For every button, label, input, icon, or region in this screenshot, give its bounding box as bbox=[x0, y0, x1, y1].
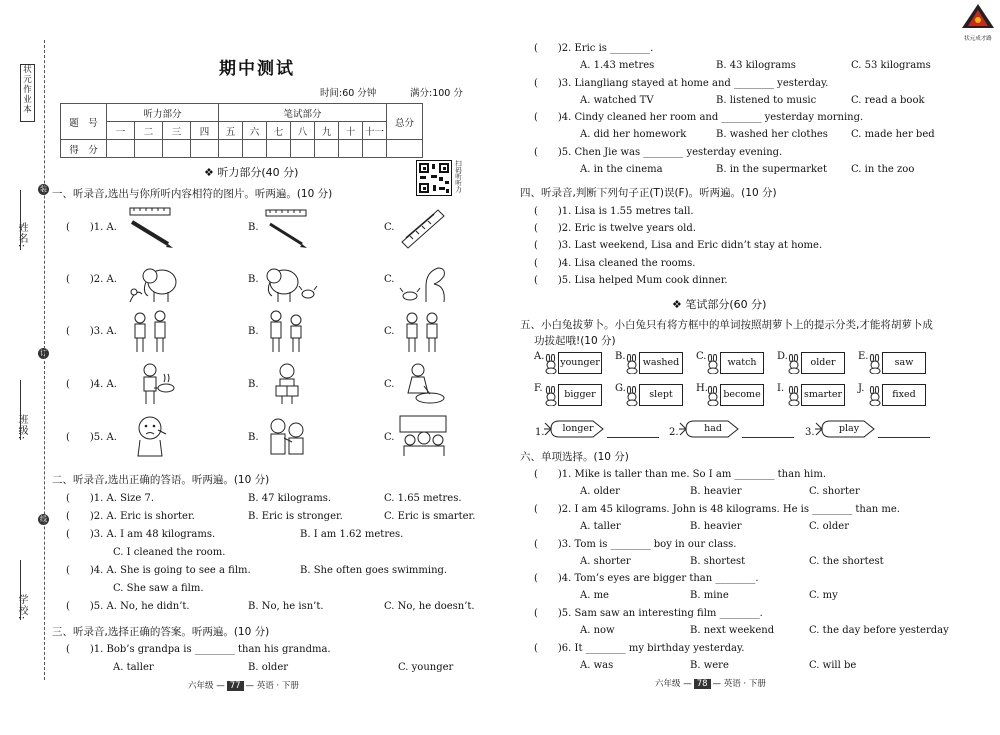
tf-question[interactable]: ( )1. Lisa is 1.55 metres tall. bbox=[534, 206, 694, 217]
boy-reading-image[interactable] bbox=[262, 362, 312, 406]
word-letter: G. bbox=[615, 383, 626, 394]
page-footer-left: 六年级 — 77 — 英语 · 下册 bbox=[188, 681, 299, 691]
pencil-ruler-image[interactable] bbox=[126, 206, 176, 250]
word-box[interactable]: fixed bbox=[882, 384, 926, 406]
word-box[interactable]: become bbox=[720, 384, 764, 406]
written-heading: ❖ 笔试部分(60 分) bbox=[672, 298, 767, 311]
binding-mark: 线 bbox=[40, 515, 47, 523]
rabbit-icon bbox=[625, 386, 639, 406]
brand-box: 状 元 作 业 本 bbox=[20, 64, 35, 122]
score-table: 题 号 听力部分 笔试部分 总分 一 二 三 四 五 六 七 八 九 十 十一 得 分 bbox=[60, 103, 423, 158]
publisher-logo: 状元成才路 bbox=[960, 2, 996, 40]
rabbit-icon bbox=[787, 354, 801, 374]
name-field[interactable] bbox=[20, 190, 21, 250]
section-3-title: 三、听录音,选择正确的答案。听两遍。(10 分) bbox=[52, 626, 270, 638]
section-5-title: 五、小白兔拔萝卜。小白兔只有将方框中的单词按照胡萝卜上的提示分类,才能将胡萝卜成 bbox=[520, 319, 933, 331]
section-1-title: 一、听录音,选出与你所听内容相符的图片。听两遍。(10 分) bbox=[52, 188, 333, 200]
rabbit-icon bbox=[625, 354, 639, 374]
score-cell[interactable] bbox=[291, 140, 315, 158]
word-letter: D. bbox=[777, 351, 788, 362]
ruler-image[interactable] bbox=[398, 206, 448, 250]
page-number: 77 bbox=[227, 681, 244, 691]
two-children-image[interactable] bbox=[398, 310, 448, 354]
word-letter: I. bbox=[777, 383, 785, 394]
page-footer-right: 六年级 — 78 — 英语 · 下册 bbox=[655, 679, 766, 689]
sick-boy-image[interactable] bbox=[128, 414, 178, 458]
word-box[interactable]: slept bbox=[639, 384, 683, 406]
name-label: 姓名: bbox=[16, 222, 27, 249]
tf-question[interactable]: ( )4. Lisa cleaned the rooms. bbox=[534, 258, 696, 269]
word-box[interactable]: younger bbox=[558, 352, 602, 374]
score-cell[interactable] bbox=[191, 140, 219, 158]
class-label: 班级: bbox=[16, 414, 27, 441]
ruler-pencil-image[interactable] bbox=[262, 208, 312, 252]
answer-blank[interactable] bbox=[878, 437, 930, 438]
section-2-title: 二、听录音,选出正确的答语。听两遍。(10 分) bbox=[52, 474, 270, 486]
score-cell[interactable] bbox=[363, 140, 387, 158]
rabbit-icon bbox=[787, 386, 801, 406]
score-cell[interactable] bbox=[339, 140, 363, 158]
section-4-title: 四、听录音,判断下列句子正(T)误(F)。听两遍。(10 分) bbox=[520, 187, 777, 199]
word-letter: C. bbox=[696, 351, 707, 362]
score-cell[interactable] bbox=[107, 140, 135, 158]
answer-blank[interactable] bbox=[742, 437, 794, 438]
word-box[interactable]: bigger bbox=[558, 384, 602, 406]
elephant-dinosaur-image[interactable] bbox=[128, 262, 184, 306]
word-letter: J. bbox=[858, 383, 865, 394]
class-field[interactable] bbox=[20, 380, 21, 440]
section-5-title-cont: 功拔起哦!(10 分) bbox=[534, 335, 616, 347]
score-cell[interactable] bbox=[315, 140, 339, 158]
two-children-image[interactable] bbox=[126, 310, 176, 354]
word-box[interactable]: smarter bbox=[801, 384, 845, 406]
exam-time: 时间:60 分钟 bbox=[320, 88, 377, 99]
rabbit-icon bbox=[868, 386, 882, 406]
score-cell[interactable] bbox=[135, 140, 163, 158]
elephant-crab-image[interactable] bbox=[262, 262, 318, 306]
word-letter: A. bbox=[534, 351, 545, 362]
binding-mark: 订 bbox=[40, 349, 47, 357]
cut-line bbox=[44, 40, 45, 680]
page-title: 期中测试 bbox=[219, 59, 295, 79]
word-box[interactable]: watch bbox=[720, 352, 764, 374]
answer-blank[interactable] bbox=[607, 437, 659, 438]
section-6-title: 六、单项选择。(10 分) bbox=[520, 451, 629, 463]
score-cell[interactable] bbox=[163, 140, 191, 158]
two-children-image[interactable] bbox=[262, 310, 312, 354]
score-cell[interactable] bbox=[387, 140, 423, 158]
doctor-patient-image[interactable] bbox=[262, 414, 312, 458]
school-field[interactable] bbox=[20, 560, 21, 620]
girl-cooking-image[interactable] bbox=[128, 362, 178, 406]
qr-code[interactable] bbox=[416, 160, 452, 196]
word-box[interactable]: older bbox=[801, 352, 845, 374]
qr-caption: 扫码听听力 bbox=[454, 160, 462, 193]
rabbit-icon bbox=[544, 386, 558, 406]
score-cell[interactable] bbox=[219, 140, 243, 158]
tf-question[interactable]: ( )5. Lisa helped Mum cook dinner. bbox=[534, 275, 728, 286]
family-cinema-image[interactable] bbox=[398, 414, 448, 458]
listening-heading: ❖ 听力部分(40 分) bbox=[204, 166, 299, 179]
binding-mark: 装 bbox=[40, 185, 47, 193]
rabbit-icon bbox=[544, 354, 558, 374]
rabbit-icon bbox=[706, 354, 720, 374]
school-label: 学校: bbox=[16, 594, 27, 621]
dinosaur-crab-image[interactable] bbox=[398, 262, 454, 306]
score-cell[interactable] bbox=[267, 140, 291, 158]
page-number: 78 bbox=[694, 679, 711, 689]
tf-question[interactable]: ( )2. Eric is twelve years old. bbox=[534, 223, 696, 234]
logo-icon bbox=[960, 2, 996, 30]
tf-question[interactable]: ( )3. Last weekend, Lisa and Eric didn’t stay at home. bbox=[534, 240, 823, 251]
score-cell[interactable] bbox=[243, 140, 267, 158]
rabbit-icon bbox=[868, 354, 882, 374]
word-letter: B. bbox=[615, 351, 626, 362]
binding-spine bbox=[0, 0, 48, 735]
girl-washing-image[interactable] bbox=[398, 362, 448, 406]
word-letter: H. bbox=[696, 383, 708, 394]
word-letter: E. bbox=[858, 351, 869, 362]
word-box[interactable]: saw bbox=[882, 352, 926, 374]
word-box[interactable]: washed bbox=[639, 352, 683, 374]
rabbit-icon bbox=[706, 386, 720, 406]
word-letter: F. bbox=[534, 383, 543, 394]
full-score: 满分:100 分 bbox=[410, 88, 463, 99]
